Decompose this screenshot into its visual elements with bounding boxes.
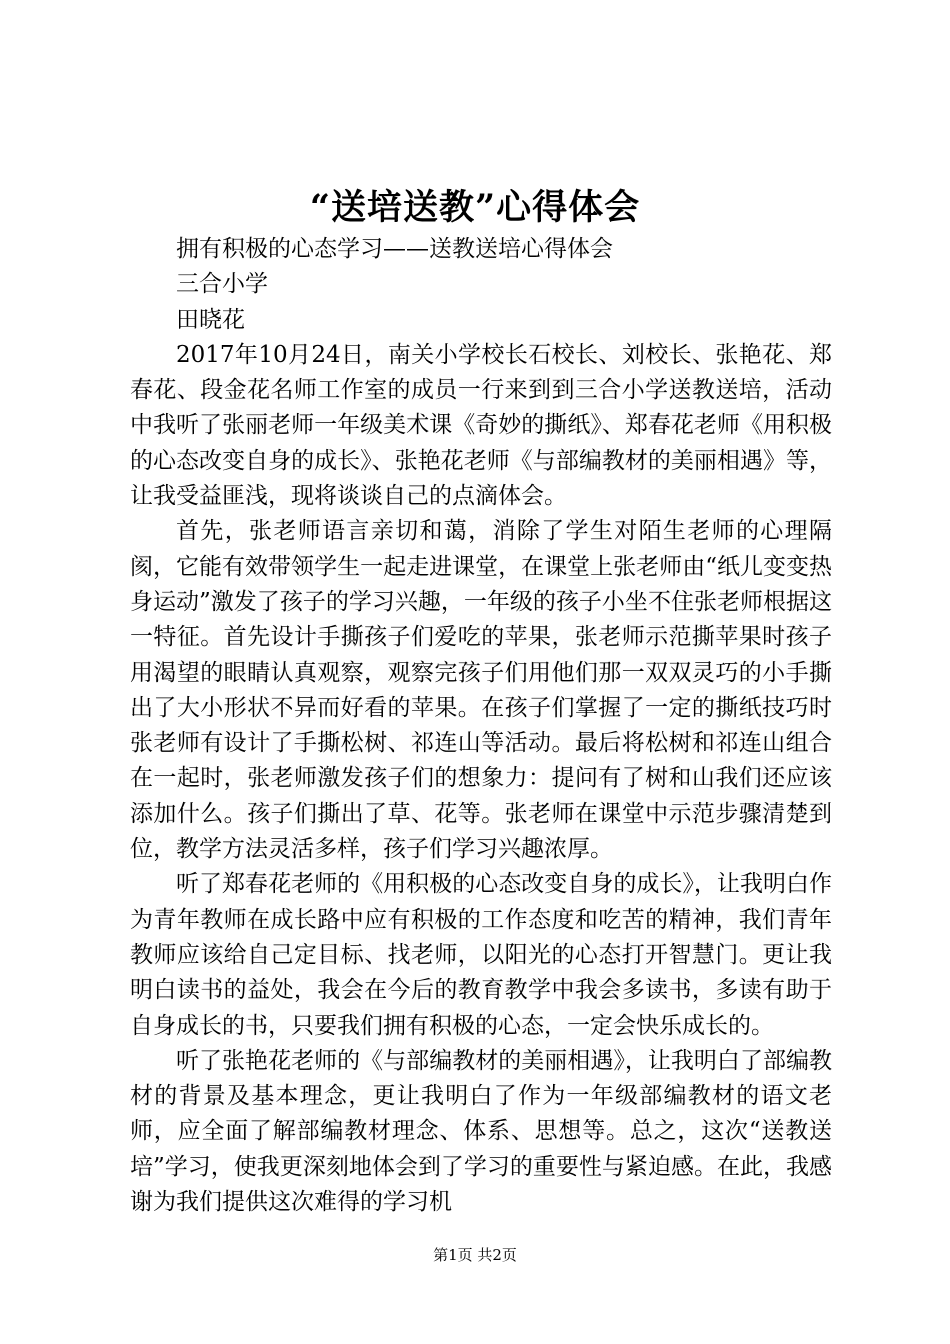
document-body [130,232,832,1220]
body-paragraph: 首先，张老师语言亲切和蔼，消除了学生对陌生老师的心理隔阂，它能有效带领学生一起走进课堂，在课堂上张老师由“纸儿变变热身运动”激发了孩子的学习兴趣，一年级的孩子小坐不住张老师根据这一特征。首先设计手撕孩子们爱吃的苹果，张老师示范撕苹果时孩子用渴望的眼睛认真观察，观察完孩子们用他们那一双双灵巧的小手撕出了大小形状不异而好看的苹果。在孩子们掌握了一定的撕纸技巧时张老师有设计了手撕松树、祁连山等活动。最后将松树和祁连山组合在一起时，张老师激发孩子们的想象力：提问有了树和山我们还应该添加什么。孩子们撕出了草、花等。张老师在课堂中示范步骤清楚到位，教学方法灵活多样，孩子们学习兴趣浓厚。 [130,518,832,863]
document-title: “送培送教”心得体会 [309,187,641,228]
body-paragraph: 2017年10月24日，南关小学校长石校长、刘校长、张艳花、郑春花、段金花名师工作室的成员一行来到到三合小学送教送培，活动中我听了张丽老师一年级美术课《奇妙的撕纸》、郑春花老师《用积极的心态改变自身的成长》、张艳花老师《与部编教材的美丽相遇》等，让我受益匪浅，现将谈谈自己的点滴体会。 [130,341,832,510]
school-name: 三合小学 [176,271,268,298]
subtitle-paragraph: 拥有积极的心态学习——送教送培心得体会 [176,236,613,262]
body-paragraph: 听了郑春花老师的《用积极的心态改变自身的成长》，让我明白作为青年教师在成长路中应有积极的工作态度和吃苦的精神，我们青年教师应该给自己定目标、找老师，以阳光的心态打开智慧门。更让我明白读书的益处，我会在今后的教育教学中我会多读书，多读有助于自身成长的书，只要我们拥有积极的心态，一定会快乐成长的。 [130,871,832,1039]
author-name: 田晓花 [176,306,245,333]
page-number-footer: 第1页 共2页 [433,1246,517,1264]
body-paragraph: 听了张艳花老师的《与部编教材的美丽相遇》，让我明白了部编教材的背景及基本理念，更让我明白了作为一年级部编教材的语文老师，应全面了解部编教材理念、体系、思想等。总之，这次“送教送培”学习，使我更深刻地体会到了学习的重要性与紧迫感。在此，我感谢为我们提供这次难得的学习机 [130,1047,832,1216]
